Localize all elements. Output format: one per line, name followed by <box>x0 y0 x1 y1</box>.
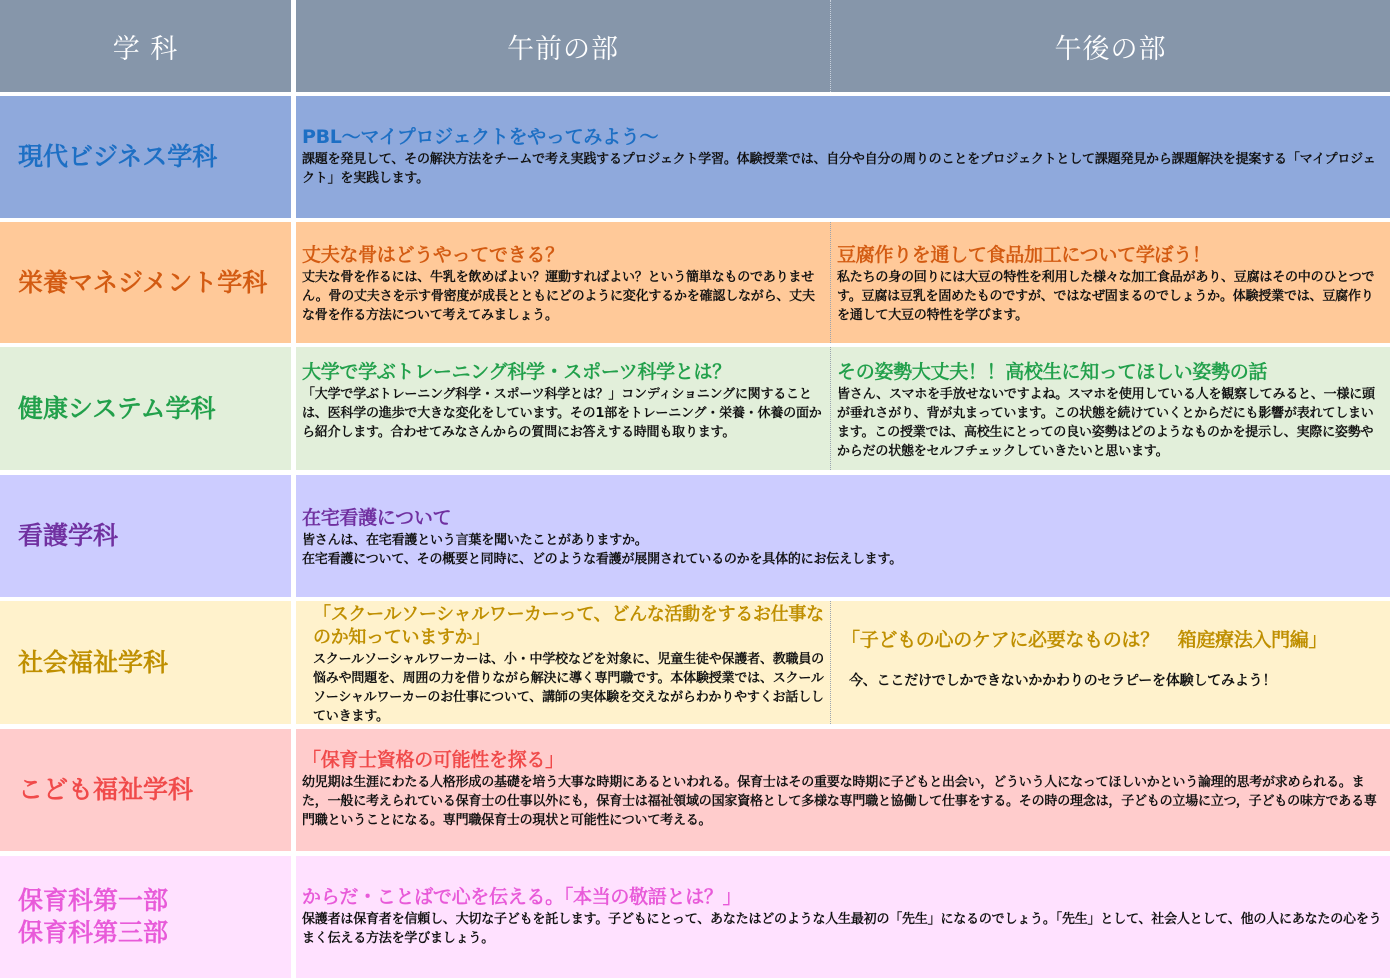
dept-nursing-label: 看護学科 <box>18 521 119 550</box>
nutrition-am-desc: 丈夫な骨を作るには、牛乳を飲めばよい？運動すればよい？という簡単なものでありません。骨の丈夫さを示す骨密度が成長とともにどのように変化するかを確認しながら、丈夫な骨を作る方法について考えてみましょう。 <box>302 270 815 323</box>
header-dept <box>0 0 291 92</box>
dept-business-label: 現代ビジネス学科 <box>18 142 218 171</box>
welfare-am-desc: スクールソーシャルワーカーは、小・中学校などを対象に、児童生徒や保護者、教職員の悩みや問題を、周囲の力を借りながら解決に導く専門職です。本体験授業では、スクールソーシャルワーカーのお仕事について、講師の実体験を交えながらわかりやすくお話ししていきます。 <box>313 652 824 724</box>
nutrition-pm-title: 豆腐作りを通して食品加工について学ぼう！ <box>837 244 1211 266</box>
welfare-am-title: 「スクールソーシャルワーカーって、どんな活動をするお仕事なのか知っていますか」 <box>313 604 824 648</box>
nursing-desc-1: 皆さんは、在宅看護という言葉を聞いたことがありますか。 <box>302 533 648 548</box>
child-title: 「保育士資格の可能性を探る」 <box>302 749 564 771</box>
dept-childcare-label-1: 保育科第一部 <box>18 886 169 915</box>
header-pm <box>831 0 1390 92</box>
dept-health <box>0 347 291 470</box>
content-welfare-pm <box>831 601 1390 724</box>
welfare-pm-desc: 今、ここだけでしかできないかかわりのセラピーを体験してみよう！ <box>849 673 1277 689</box>
content-nutrition-am <box>296 222 831 343</box>
dept-welfare-label: 社会福祉学科 <box>18 647 169 677</box>
content-nutrition-pm <box>831 222 1390 343</box>
welfare-pm-title: 「子どもの心のケアに必要なものは？ 箱庭療法入門編」 <box>841 629 1328 651</box>
content-business <box>296 96 1390 218</box>
dept-child <box>0 729 291 851</box>
nursing-title: 在宅看護について <box>302 507 452 529</box>
header-am-label: 午前の部 <box>507 33 619 65</box>
health-am-desc: 「大学で学ぶトレーニング科学・スポーツ科学とは？」コンディショニングに関することは、医科学の進歩で大きな変化をしています。その1部をトレーニング・栄養・休養の面から紹介します。合わせてみなさんからの質問にお答えする時間も取ります。 <box>302 387 822 440</box>
dept-child-label: こども福祉学科 <box>18 775 194 804</box>
content-welfare-am <box>296 601 831 724</box>
childcare-desc: 保護者は保育者を信頼し、大切な子どもを託します。子どもにとって、あなたはどのような人生最初の「先生」になるのでしょう。「先生」として、社会人として、他の人にあなたの心をうまく伝える方法を学びましょう。 <box>302 912 1382 946</box>
business-desc: 課題を発見して、その解決方法をチームで考え実践するプロジェクト学習。体験授業では、自分や自分の周りのことをプロジェクトとして課題発見から課題解決を提案する「マイプロジェクト」を実践します。 <box>302 152 1376 186</box>
dept-business <box>0 96 291 218</box>
dept-nursing <box>0 475 291 597</box>
dept-nutrition <box>0 222 291 343</box>
health-pm-desc: 皆さん、スマホを手放せないですよね。スマホを使用している人を観察してみると、一様に頭が垂れさがり、背が丸まっています。この状態を続けていくとからだにも影響が表れてしまいます。この授業では、高校生にとっての良い姿勢はどのようなものかを提示し、実際に姿勢やからだの状態をセルフチェックしていきたいと思います。 <box>837 387 1375 459</box>
health-am-title: 大学で学ぶトレーニング科学・スポーツ科学とは？ <box>302 361 731 383</box>
dept-health-label: 健康システム学科 <box>18 393 216 423</box>
content-health-pm <box>831 347 1390 470</box>
childcare-title: からだ・ことばで心を伝える。「本当の敬語とは？」 <box>302 886 742 908</box>
content-nursing <box>296 475 1390 597</box>
header-am <box>296 0 831 92</box>
nutrition-am-title: 丈夫な骨はどうやってできる？ <box>302 244 564 266</box>
content-childcare <box>296 856 1390 978</box>
nursing-desc-2: 在宅看護について、その概要と同時に、どのような看護が展開されているのかを具体的にお伝えします。 <box>302 552 903 567</box>
business-title: PBL～マイプロジェクトをやってみよう～ <box>302 126 659 148</box>
content-health-am <box>296 347 831 470</box>
header-pm-label: 午後の部 <box>1054 33 1167 65</box>
nutrition-pm-desc: 私たちの身の回りには大豆の特性を利用した様々な加工食品があり、豆腐はその中のひとつです。豆腐は豆乳を固めたものですが、ではなぜ固まるのでしょうか。体験授業では、豆腐作りを通して大豆の特性を学びます。 <box>837 270 1375 323</box>
dept-childcare-label-2: 保育科第三部 <box>18 918 169 947</box>
content-child <box>296 729 1390 851</box>
child-desc: 幼児期は生涯にわたる人格形成の基礎を培う大事な時期にあるといわれる。保育士はその重要な時期に子どもと出会い，どういう人になってほしいかという論理的思考が求められる。また，一般に考えられている保育士の仕事以外にも，保育士は福祉領域の国家資格として多様な専門職と協働して仕事をする。その時の理念は，子どもの立場に立つ，子どもの味方である専門職ということになる。専門職保育士の現状と可能性について考える。 <box>302 775 1377 828</box>
header-dept-label: 学 科 <box>112 33 179 65</box>
health-pm-title: その姿勢大丈夫！！高校生に知ってほしい姿勢の話 <box>837 361 1268 383</box>
dept-welfare <box>0 601 291 724</box>
dept-childcare <box>0 856 291 978</box>
dept-nutrition-label: 栄養マネジメント学科 <box>18 267 268 297</box>
